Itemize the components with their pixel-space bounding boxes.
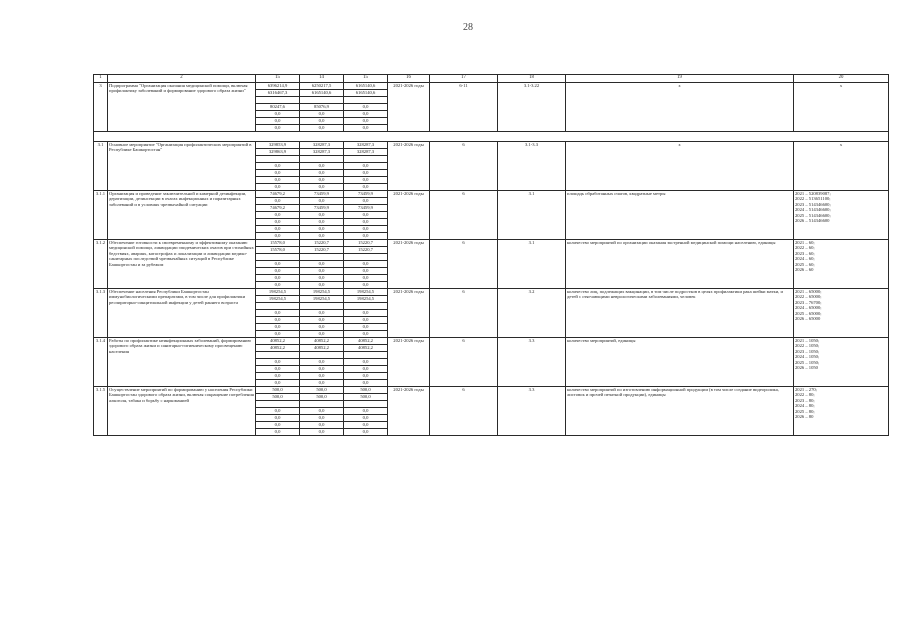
indicator-value: 2023 – 60;: [795, 250, 815, 256]
amount-cell: 0,0: [344, 170, 388, 177]
row-name: Осуществление мероприятий по формированию у населения Республики Башкортостан здорового образа жизни, включая сокращение потребления алкоголя, табака и борьбу с наркоманией: [108, 387, 256, 436]
amount-cell: 328287,3: [344, 142, 388, 149]
indicator-value: 2024 – 1050;: [795, 354, 820, 360]
amount-cell: 40852,2: [344, 345, 388, 352]
amount-cell: 40852,2: [256, 345, 300, 352]
amount-cell: 500,0: [344, 394, 388, 401]
amount-cell: 0,0: [300, 422, 344, 429]
amount-cell: 0,0: [344, 380, 388, 387]
target-indicator-cell: 6: [430, 142, 498, 191]
amount-cell: 0,0: [300, 198, 344, 205]
indicator-value: 2021 – 270;: [795, 387, 817, 392]
row-code: 3.1: [94, 142, 108, 191]
amount-cell: 0,0: [344, 163, 388, 170]
indicator-values-cell: [794, 338, 889, 387]
indicator-values-cell: [794, 191, 889, 240]
row-name: Организация и проведение заключительной и камерной дезинфекции, дератизации, дезинсекции в очагах инфекционных и паразитарных заболеваний и в условиях чрезвычайной ситуации: [108, 191, 256, 240]
amount-cell: 0,0: [256, 324, 300, 331]
header-cell: 14: [300, 75, 344, 83]
amount-cell: 0,0: [344, 268, 388, 275]
target-indicator-cell: 6-11: [430, 83, 498, 132]
amount-cell: 0,0: [344, 212, 388, 219]
amount-cell: 0,0: [256, 310, 300, 317]
amount-cell: 0,0: [256, 331, 300, 338]
indicator-name-cell: количество мероприятий по изготовлению информационной продукции (в том числе создание видеоролика, листовок и прочей печатной продукции), единицы: [566, 387, 794, 436]
amount-cell: 0,0: [300, 111, 344, 118]
amount-cell: 15578,0: [256, 240, 300, 247]
amount-cell: 0,0: [300, 359, 344, 366]
amount-cell: 0,0: [300, 366, 344, 373]
amount-cell: 0,0: [300, 268, 344, 275]
header-cell: 16: [388, 75, 430, 83]
indicator-values-cell: х: [794, 142, 889, 191]
amount-cell: 0,0: [344, 366, 388, 373]
indicator-value: 2022 – 65000;: [795, 294, 822, 300]
header-cell: 18: [498, 75, 566, 83]
amount-cell: 0,0: [256, 125, 300, 132]
header-cell: 15: [344, 75, 388, 83]
indicator-value: 2021 – 520839087;: [795, 191, 831, 196]
amount-cell: 6165140,6: [344, 83, 388, 90]
row-name: Основное мероприятие "Организация профилактических мероприятий в Республике Башкортостан": [108, 142, 256, 191]
indicator-value: 2026 – 1050: [795, 365, 818, 371]
amount-cell: 6316467,3: [256, 90, 300, 97]
target-indicator-cell: 6: [430, 191, 498, 240]
amount-cell: 0,0: [344, 111, 388, 118]
amount-cell: 329853,9: [256, 142, 300, 149]
row-code: 3.1.1: [94, 191, 108, 240]
amount-cell: 73459,9: [344, 205, 388, 212]
header-cell: 19: [566, 75, 794, 83]
amount-cell: 0,0: [300, 324, 344, 331]
amount-cell: 0,0: [300, 170, 344, 177]
amount-cell: 0,0: [256, 268, 300, 275]
amount-cell: 0,0: [300, 275, 344, 282]
period-cell: 2021-2026 годы: [388, 240, 430, 289]
result-indicator-cell: 3.3: [498, 387, 566, 436]
amount-cell: 0,0: [344, 275, 388, 282]
result-indicator-cell: 3.1-3.22: [498, 83, 566, 132]
indicator-values-cell: [794, 240, 889, 289]
amount-cell: [256, 97, 300, 104]
amount-cell: 15578,0: [256, 247, 300, 254]
indicator-value: 2021 – 65000;: [795, 289, 822, 294]
indicator-value: 2023 – 76700;: [795, 299, 822, 305]
indicator-value: 2024 – 514346600;: [795, 207, 831, 213]
amount-cell: 500,0: [344, 387, 388, 394]
table-row: [94, 240, 889, 247]
amount-cell: 74679,2: [256, 205, 300, 212]
amount-cell: 0,0: [344, 429, 388, 436]
amount-cell: 0,0: [256, 198, 300, 205]
amount-cell: 6165140,6: [344, 90, 388, 97]
table-row: [94, 338, 889, 345]
indicator-value: 2023 – 80;: [795, 397, 815, 403]
spacer-row: [94, 132, 889, 142]
target-indicator-cell: 6: [430, 289, 498, 338]
amount-cell: 0,0: [300, 261, 344, 268]
amount-cell: 73459,9: [300, 205, 344, 212]
table-row: [94, 191, 889, 198]
row-code: 3.1.4: [94, 338, 108, 387]
amount-cell: 0,0: [300, 163, 344, 170]
amount-cell: [300, 254, 344, 261]
indicator-name-cell: количество мероприятий по организации оказания экстренной медицинской помощи населению, единицы: [566, 240, 794, 289]
indicator-name-cell: количество лиц, подлежащих вакцинации, в том числе подростков в целях профилактики рака шейки матки, и детей с отягчающими неврологическими заболеваниями, человек: [566, 289, 794, 338]
amount-cell: 0,0: [300, 429, 344, 436]
amount-cell: 40852,2: [256, 338, 300, 345]
period-cell: 2021-2026 годы: [388, 387, 430, 436]
amount-cell: 0,0: [344, 324, 388, 331]
indicator-value: 2021 – 60;: [795, 240, 815, 245]
amount-cell: 0,0: [256, 429, 300, 436]
period-cell: 2021-2026 годы: [388, 142, 430, 191]
amount-cell: 0,0: [256, 219, 300, 226]
indicator-value: 2021 – 1050;: [795, 338, 820, 343]
amount-cell: [344, 352, 388, 359]
amount-cell: [256, 156, 300, 163]
period-cell: 2021-2026 годы: [388, 191, 430, 240]
amount-cell: 198254,5: [300, 296, 344, 303]
amount-cell: 0,0: [256, 415, 300, 422]
result-indicator-cell: 3.1-3.3: [498, 142, 566, 191]
amount-cell: 0,0: [256, 380, 300, 387]
result-indicator-cell: 3.1: [498, 240, 566, 289]
header-cell: 17: [430, 75, 498, 83]
indicator-value: 2025 – 65000;: [795, 310, 822, 316]
indicator-value: 2025 – 80;: [795, 408, 815, 414]
amount-cell: 40852,2: [344, 338, 388, 345]
amount-cell: [256, 303, 300, 310]
amount-cell: 198254,5: [344, 289, 388, 296]
amount-cell: 40852,2: [300, 345, 344, 352]
amount-cell: 0,0: [300, 317, 344, 324]
amount-cell: [300, 303, 344, 310]
amount-cell: 0,0: [300, 125, 344, 132]
amount-cell: 0,0: [256, 275, 300, 282]
amount-cell: 0,0: [344, 177, 388, 184]
amount-cell: 85076,9: [300, 104, 344, 111]
amount-cell: 0,0: [344, 408, 388, 415]
amount-cell: 500,0: [300, 394, 344, 401]
indicator-value: 2024 – 80;: [795, 403, 815, 409]
amount-cell: 0,0: [256, 422, 300, 429]
amount-cell: 0,0: [256, 408, 300, 415]
amount-cell: 0,0: [344, 310, 388, 317]
amount-cell: 0,0: [344, 198, 388, 205]
amount-cell: 0,0: [256, 282, 300, 289]
target-indicator-cell: 6: [430, 338, 498, 387]
indicator-value: 2024 – 60;: [795, 256, 815, 262]
amount-cell: 500,0: [256, 387, 300, 394]
amount-cell: 0,0: [256, 163, 300, 170]
amount-cell: 0,0: [300, 310, 344, 317]
program-table: [93, 74, 889, 436]
amount-cell: 0,0: [344, 118, 388, 125]
amount-cell: 6396214,9: [256, 83, 300, 90]
amount-cell: 0,0: [344, 261, 388, 268]
amount-cell: [300, 401, 344, 408]
spacer-cell: [94, 132, 889, 142]
amount-cell: 15220,7: [300, 247, 344, 254]
amount-cell: 0,0: [344, 331, 388, 338]
period-cell: 2021-2026 годы: [388, 289, 430, 338]
amount-cell: [344, 156, 388, 163]
amount-cell: 0,0: [300, 219, 344, 226]
row-name: Работы по профилактике неинфекционных заболеваний, формированию здорового образа жизни и санитарно-гигиеническому просвещению населения: [108, 338, 256, 387]
table-row: [94, 83, 889, 90]
amount-cell: 0,0: [344, 415, 388, 422]
indicator-value: 2026 – 65000: [795, 316, 821, 322]
amount-cell: 0,0: [344, 219, 388, 226]
amount-cell: 0,0: [300, 226, 344, 233]
amount-cell: 198254,5: [256, 289, 300, 296]
amount-cell: 500,0: [256, 394, 300, 401]
amount-cell: [300, 156, 344, 163]
amount-cell: 0,0: [256, 111, 300, 118]
indicator-name-cell: количество мероприятий, единицы: [566, 338, 794, 387]
amount-cell: 0,0: [300, 212, 344, 219]
amount-cell: 0,0: [300, 415, 344, 422]
result-indicator-cell: 3.3: [498, 338, 566, 387]
period-cell: 2021-2026 годы: [388, 338, 430, 387]
amount-cell: 198254,5: [344, 296, 388, 303]
target-indicator-cell: 6: [430, 240, 498, 289]
amount-cell: 0,0: [300, 184, 344, 191]
amount-cell: 0,0: [344, 226, 388, 233]
amount-cell: 0,0: [256, 184, 300, 191]
indicator-value: 2024 – 65000;: [795, 305, 822, 311]
amount-cell: 328287,3: [344, 149, 388, 156]
indicator-name-cell: площадь обработанных очагов, квадратные метры: [566, 191, 794, 240]
amount-cell: 0,0: [256, 226, 300, 233]
target-indicator-cell: 6: [430, 387, 498, 436]
amount-cell: 0,0: [256, 317, 300, 324]
result-indicator-cell: 3.2: [498, 289, 566, 338]
amount-cell: 0,0: [300, 177, 344, 184]
header-row: [94, 75, 889, 83]
amount-cell: [344, 401, 388, 408]
amount-cell: 0,0: [344, 233, 388, 240]
amount-cell: 0,0: [300, 408, 344, 415]
indicator-value: 2026 – 514346600: [795, 218, 830, 224]
header-cell: 1: [94, 75, 108, 83]
amount-cell: 0,0: [300, 331, 344, 338]
indicator-value: 2022 – 60;: [795, 245, 815, 251]
indicator-value: 2022 – 513651100;: [795, 196, 831, 202]
amount-cell: 0,0: [344, 184, 388, 191]
amount-cell: 6165140,6: [300, 90, 344, 97]
amount-cell: [300, 352, 344, 359]
amount-cell: 73459,9: [300, 191, 344, 198]
row-code: 3.1.3: [94, 289, 108, 338]
amount-cell: 500,0: [300, 387, 344, 394]
indicator-value: 2025 – 60;: [795, 261, 815, 267]
amount-cell: 0,0: [344, 282, 388, 289]
amount-cell: 40852,2: [300, 338, 344, 345]
row-name: Обеспечение готовности к своевременному и эффективному оказанию медицинской помощи, ликвидации эпидемических очагов при стихийных бедствиях, авариях, катастрофах и локализации и ликвидации медико-санитарных последствий чрезвычайных ситуаций в Республике Башкортостан и за рубежом: [108, 240, 256, 289]
amount-cell: [256, 254, 300, 261]
amount-cell: 0,0: [300, 118, 344, 125]
indicator-value: 2026 – 60: [795, 267, 814, 273]
header-cell: 20: [794, 75, 889, 83]
result-indicator-cell: 3.1: [498, 191, 566, 240]
amount-cell: 6250217,5: [300, 83, 344, 90]
indicator-values-cell: х: [794, 83, 889, 132]
amount-cell: [300, 97, 344, 104]
amount-cell: 0,0: [256, 170, 300, 177]
indicator-value: 2023 – 1050;: [795, 348, 820, 354]
amount-cell: 0,0: [256, 373, 300, 380]
amount-cell: 0,0: [256, 118, 300, 125]
indicator-value: 2026 – 80: [795, 414, 814, 420]
amount-cell: 0,0: [300, 373, 344, 380]
indicator-values-cell: [794, 387, 889, 436]
amount-cell: [256, 401, 300, 408]
amount-cell: 15220,7: [344, 247, 388, 254]
amount-cell: 73459,9: [344, 191, 388, 198]
amount-cell: 0,0: [300, 380, 344, 387]
amount-cell: [344, 303, 388, 310]
amount-cell: 0,0: [300, 233, 344, 240]
amount-cell: 0,0: [256, 212, 300, 219]
row-name: Подпрограмма "Организация оказания медицинской помощи, включая профилактику заболеваний и формирование здорового образа жизни": [108, 83, 256, 132]
amount-cell: 0,0: [256, 233, 300, 240]
indicator-name-cell: х: [566, 142, 794, 191]
row-code: 3.1.2: [94, 240, 108, 289]
header-cell: 2: [108, 75, 256, 83]
amount-cell: 328287,3: [300, 149, 344, 156]
amount-cell: 0,0: [344, 125, 388, 132]
indicator-value: 2025 – 1050;: [795, 359, 820, 365]
amount-cell: 0,0: [344, 317, 388, 324]
amount-cell: 15220,7: [344, 240, 388, 247]
table-row: [94, 142, 889, 149]
amount-cell: 15220,7: [300, 240, 344, 247]
indicator-name-cell: х: [566, 83, 794, 132]
indicator-value: 2023 – 514346600;: [795, 201, 831, 207]
amount-cell: 0,0: [300, 282, 344, 289]
row-code: 3: [94, 83, 108, 132]
header-cell: 15: [256, 75, 300, 83]
amount-cell: 0,0: [256, 366, 300, 373]
table-row: [94, 387, 889, 394]
amount-cell: 198254,5: [256, 296, 300, 303]
indicator-value: 2025 – 514346600;: [795, 212, 831, 218]
amount-cell: 0,0: [344, 359, 388, 366]
indicator-value: 2022 – 80;: [795, 392, 815, 398]
amount-cell: 0,0: [344, 373, 388, 380]
indicator-value: 2022 – 1050;: [795, 343, 820, 349]
amount-cell: 0,0: [256, 177, 300, 184]
amount-cell: 74679,2: [256, 191, 300, 198]
amount-cell: 80247,6: [256, 104, 300, 111]
indicator-values-cell: [794, 289, 889, 338]
amount-cell: [344, 254, 388, 261]
amount-cell: 0,0: [256, 261, 300, 268]
amount-cell: 329863,9: [256, 149, 300, 156]
page-number: 28: [463, 22, 473, 33]
amount-cell: 198254,5: [300, 289, 344, 296]
period-cell: 2021-2026 годы: [388, 83, 430, 132]
amount-cell: [344, 97, 388, 104]
row-name: Обеспечение населения Республики Башкортостан иммунобиологическими препаратами, в том числе для профилактики респираторно-синцитиальной инфекции у детей раннего возраста: [108, 289, 256, 338]
row-code: 3.1.5: [94, 387, 108, 436]
table-row: [94, 289, 889, 296]
amount-cell: [256, 352, 300, 359]
amount-cell: 0,0: [344, 104, 388, 111]
amount-cell: 0,0: [344, 422, 388, 429]
amount-cell: 328287,3: [300, 142, 344, 149]
amount-cell: 0,0: [256, 359, 300, 366]
